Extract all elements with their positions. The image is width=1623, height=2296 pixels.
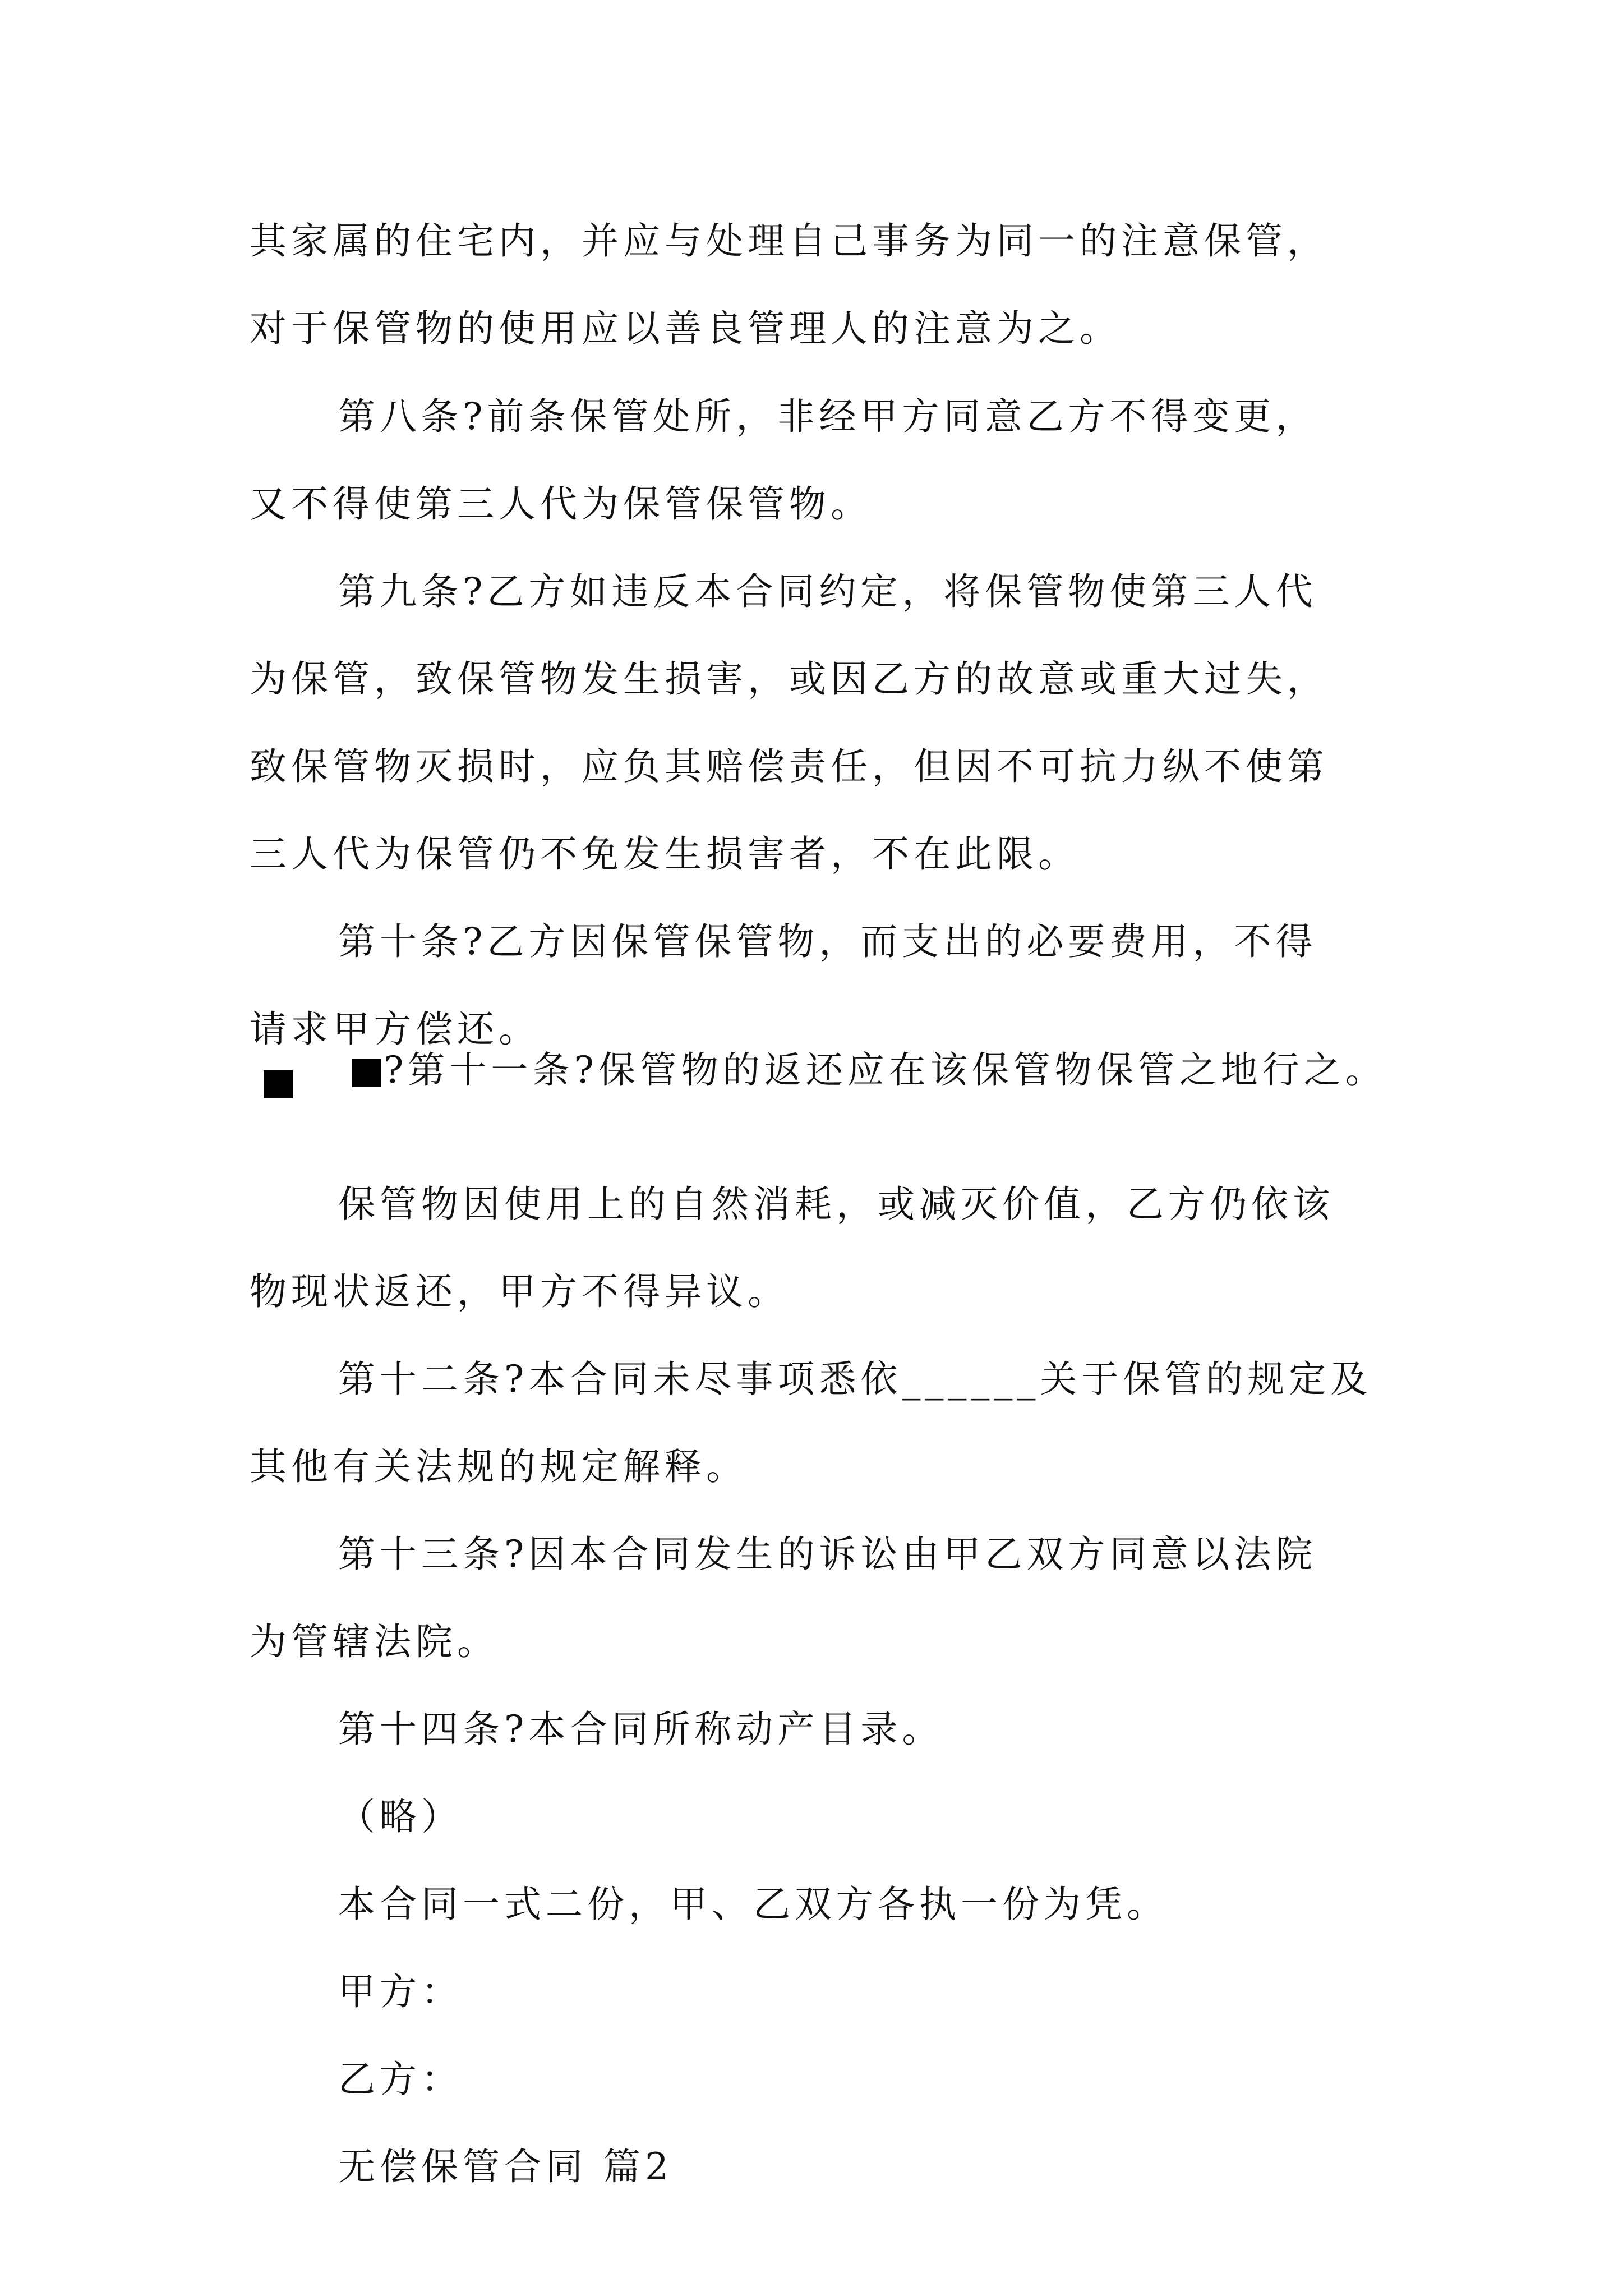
text-line: 为管辖法院。 [250, 1620, 499, 1663]
text-line: 其他有关法规的规定解释。 [250, 1445, 748, 1488]
redaction-mark [352, 1059, 381, 1087]
text-line: 物现状返还，甲方不得异议。 [250, 1270, 789, 1313]
text-line: 为保管，致保管物发生损害，或因乙方的故意或重大过失， [250, 657, 1329, 701]
section-heading: 无偿保管合同 篇2 [338, 2145, 673, 2188]
text-line: 对于保管物的使用应以善良管理人的注意为之。 [250, 307, 1121, 350]
text-line: 保管物因使用上的自然消耗，或减灭价值，乙方仍依该 [338, 1182, 1334, 1226]
text-line: 本合同一式二份，甲、乙双方各执一份为凭。 [338, 1883, 1168, 1926]
text-line: 第十四条?本合同所称动产目录。 [338, 1708, 944, 1751]
text-line: 第八条?前条保管处所，非经甲方同意乙方不得变更， [338, 395, 1317, 438]
text-line [352, 1048, 1387, 1093]
redaction-mark [264, 1070, 293, 1098]
text-line: 第十三条?因本合同发生的诉讼由甲乙双方同意以法院 [338, 1533, 1317, 1576]
text-line: 又不得使第三人代为保管保管物。 [250, 482, 872, 526]
text-line: 甲方： [338, 1970, 463, 2013]
text-line: 第九条?乙方如违反本合同约定，将保管物使第三人代 [338, 570, 1317, 613]
text-line-content: ?第十一条?保管物的返还应在该保管物保管之地行之。 [384, 1048, 1387, 1092]
text-line: 请求甲方偿还。 [250, 1007, 540, 1051]
text-line: （略） [338, 1795, 463, 1838]
text-line: 其家属的住宅内，并应与处理自己事务为同一的注意保管， [250, 219, 1329, 263]
text-line: 第十条?乙方因保管保管物，而支出的必要费用，不得 [338, 920, 1317, 963]
text-line: 第十二条?本合同未尽事项悉依______关于保管的规定及 [338, 1358, 1372, 1401]
text-line: 致保管物灭损时，应负其赔偿责任，但因不可抗力纵不使第 [250, 745, 1329, 788]
text-line: 三人代为保管仍不免发生损害者，不在此限。 [250, 832, 1080, 876]
text-line: 乙方： [338, 2058, 463, 2101]
